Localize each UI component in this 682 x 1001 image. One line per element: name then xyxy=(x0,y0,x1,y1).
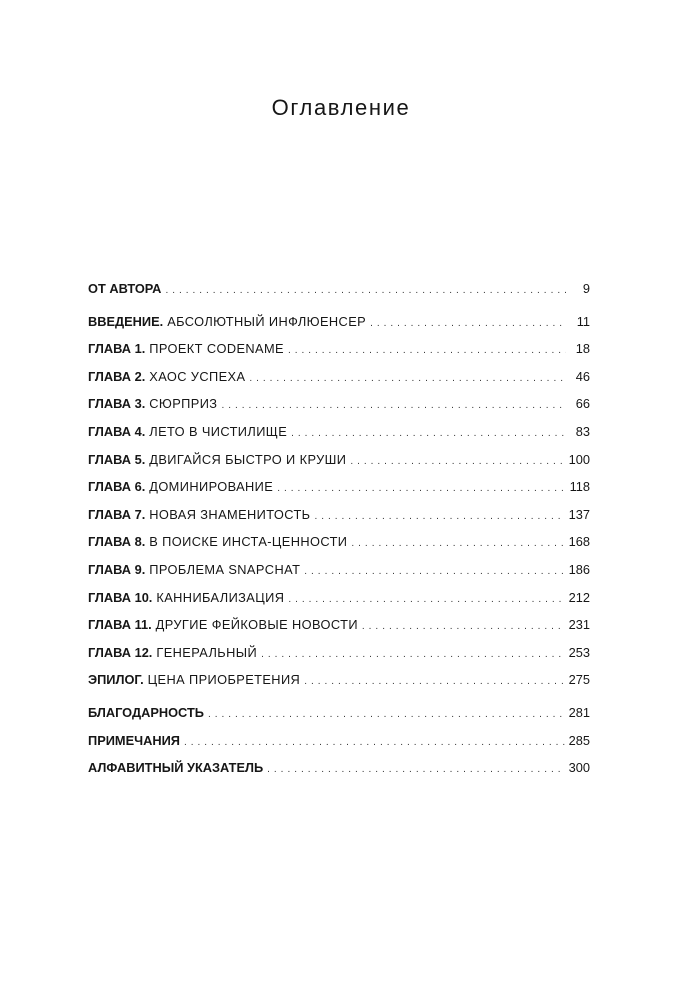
entry-prefix: БЛАГОДАРНОСТЬ xyxy=(88,704,204,720)
entry-label: СЮРПРИЗ xyxy=(149,396,218,412)
entry-page-number: 275 xyxy=(568,672,590,688)
entry-prefix: ГЛАВА xyxy=(88,644,132,660)
chapter-number: 6. xyxy=(134,479,146,495)
dot-leader xyxy=(208,709,565,720)
entry-label: АБСОЛЮТНЫЙ ИНФЛЮЕНСЕР xyxy=(167,313,367,329)
entry-label: ДВИГАЙСЯ БЫСТРО И КРУШИ xyxy=(149,451,347,467)
dot-leader xyxy=(165,285,566,296)
entry-label: ПРОЕКТ CODENAME xyxy=(149,341,284,357)
entry-label: В ПОИСКЕ ИНСТА-ЦЕННОСТИ xyxy=(149,534,348,550)
dot-leader xyxy=(288,594,564,605)
entry-label: КАННИБАЛИЗАЦИЯ xyxy=(156,589,285,605)
entry-page-number: 168 xyxy=(568,534,590,550)
dot-leader xyxy=(304,566,564,577)
toc-entry-chapter-11[interactable] xyxy=(88,617,590,645)
dot-leader xyxy=(362,621,565,632)
entry-prefix: ГЛАВА xyxy=(88,561,132,577)
entry-page-number: 9 xyxy=(582,281,590,296)
entry-prefix: ГЛАВА xyxy=(88,534,132,550)
toc-entry-chapter-10[interactable] xyxy=(88,590,590,618)
dot-leader xyxy=(291,428,566,439)
entry-page-number: 186 xyxy=(568,561,590,577)
entry-page-number: 18 xyxy=(575,341,590,357)
chapter-number: 2. xyxy=(134,368,146,384)
chapter-number: 11. xyxy=(134,617,152,633)
entry-label: ХАОС УСПЕХА xyxy=(149,368,246,384)
chapter-number: 8. xyxy=(134,534,146,550)
toc-entry-chapter-5[interactable] xyxy=(88,452,590,480)
entry-prefix: ГЛАВА xyxy=(88,506,132,522)
entry-prefix: АЛФАВИТНЫЙ УКАЗАТЕЛЬ xyxy=(88,760,264,776)
toc-entry-chapter-7[interactable] xyxy=(88,507,590,535)
toc-entry-chapter-6[interactable] xyxy=(88,479,590,507)
toc-entry-introduction[interactable] xyxy=(88,314,590,342)
chapter-number: 3. xyxy=(134,396,146,412)
chapter-number: 1. xyxy=(134,341,146,357)
toc-entry-chapter-2[interactable] xyxy=(88,369,590,397)
entry-page-number: 66 xyxy=(575,396,590,412)
entry-page-number: 281 xyxy=(568,704,590,720)
entry-prefix: ГЛАВА xyxy=(88,617,132,633)
entry-prefix: ГЛАВА xyxy=(88,368,132,384)
entry-prefix: ЭПИЛОГ. xyxy=(88,672,144,688)
dot-leader xyxy=(249,373,566,384)
entry-label: ДРУГИЕ ФЕЙКОВЫЕ НОВОСТИ xyxy=(155,617,358,633)
toc-entry-chapter-9[interactable] xyxy=(88,562,590,590)
dot-leader xyxy=(288,345,566,356)
chapter-number: 9. xyxy=(134,561,146,577)
entry-prefix: ГЛАВА xyxy=(88,396,132,412)
toc-entry-from-author[interactable] xyxy=(88,281,590,309)
toc-entry-chapter-3[interactable] xyxy=(88,396,590,424)
chapter-number: 4. xyxy=(134,423,146,439)
dot-leader xyxy=(314,511,564,522)
entry-prefix: ВВЕДЕНИЕ. xyxy=(88,313,164,329)
entry-prefix: ПРИМЕЧАНИЯ xyxy=(88,732,180,748)
entry-page-number: 137 xyxy=(568,506,590,522)
dot-leader xyxy=(370,318,566,329)
toc-entry-chapter-1[interactable] xyxy=(88,341,590,369)
entry-label: ПРОБЛЕМА SNAPCHAT xyxy=(149,561,301,577)
entry-page-number: 300 xyxy=(568,760,590,776)
dot-leader xyxy=(261,649,565,660)
entry-prefix: ГЛАВА xyxy=(88,451,132,467)
entry-prefix: ГЛАВА xyxy=(88,423,132,439)
toc-entry-index[interactable] xyxy=(88,760,590,788)
entry-page-number: 253 xyxy=(568,644,590,660)
entry-page-number: 285 xyxy=(568,732,590,748)
chapter-number: 5. xyxy=(134,451,146,467)
entry-page-number: 212 xyxy=(568,589,590,605)
dot-leader xyxy=(351,538,564,549)
dot-leader xyxy=(304,676,564,687)
toc-entry-notes[interactable] xyxy=(88,733,590,761)
entry-label: ГЕНЕРАЛЬНЫЙ xyxy=(156,644,258,660)
entry-prefix: ГЛАВА xyxy=(88,589,132,605)
chapter-number: 7. xyxy=(134,506,146,522)
entry-page-number: 83 xyxy=(575,423,590,439)
entry-page-number: 46 xyxy=(575,368,590,384)
toc-entry-chapter-4[interactable] xyxy=(88,424,590,452)
dot-leader xyxy=(350,456,564,467)
entry-page-number: 231 xyxy=(568,617,590,633)
entry-label: ЛЕТО В ЧИСТИЛИЩЕ xyxy=(149,423,288,439)
entry-page-number: 118 xyxy=(569,479,590,495)
toc-entry-acknowledgements[interactable] xyxy=(88,705,590,733)
entry-prefix: ГЛАВА xyxy=(88,479,132,495)
dot-leader xyxy=(267,764,564,775)
dot-leader xyxy=(277,483,565,494)
entry-label: ДОМИНИРОВАНИЕ xyxy=(149,479,274,495)
entry-page-number: 100 xyxy=(568,451,590,467)
toc-entry-chapter-8[interactable] xyxy=(88,534,590,562)
entry-page-number: 11 xyxy=(576,313,590,329)
table-of-contents xyxy=(88,281,590,788)
chapter-number: 12. xyxy=(134,644,153,660)
entry-label: НОВАЯ ЗНАМЕНИТОСТЬ xyxy=(149,506,311,522)
page-title: Оглавление xyxy=(271,95,411,120)
entry-prefix: ГЛАВА xyxy=(88,341,132,357)
toc-entry-chapter-12[interactable] xyxy=(88,645,590,673)
chapter-number: 10. xyxy=(134,589,153,605)
entry-prefix: ОТ АВТОРА xyxy=(88,281,162,296)
toc-entry-epilogue[interactable] xyxy=(88,672,590,700)
entry-label: ЦЕНА ПРИОБРЕТЕНИЯ xyxy=(147,672,301,688)
dot-leader xyxy=(221,400,566,411)
dot-leader xyxy=(184,737,565,748)
